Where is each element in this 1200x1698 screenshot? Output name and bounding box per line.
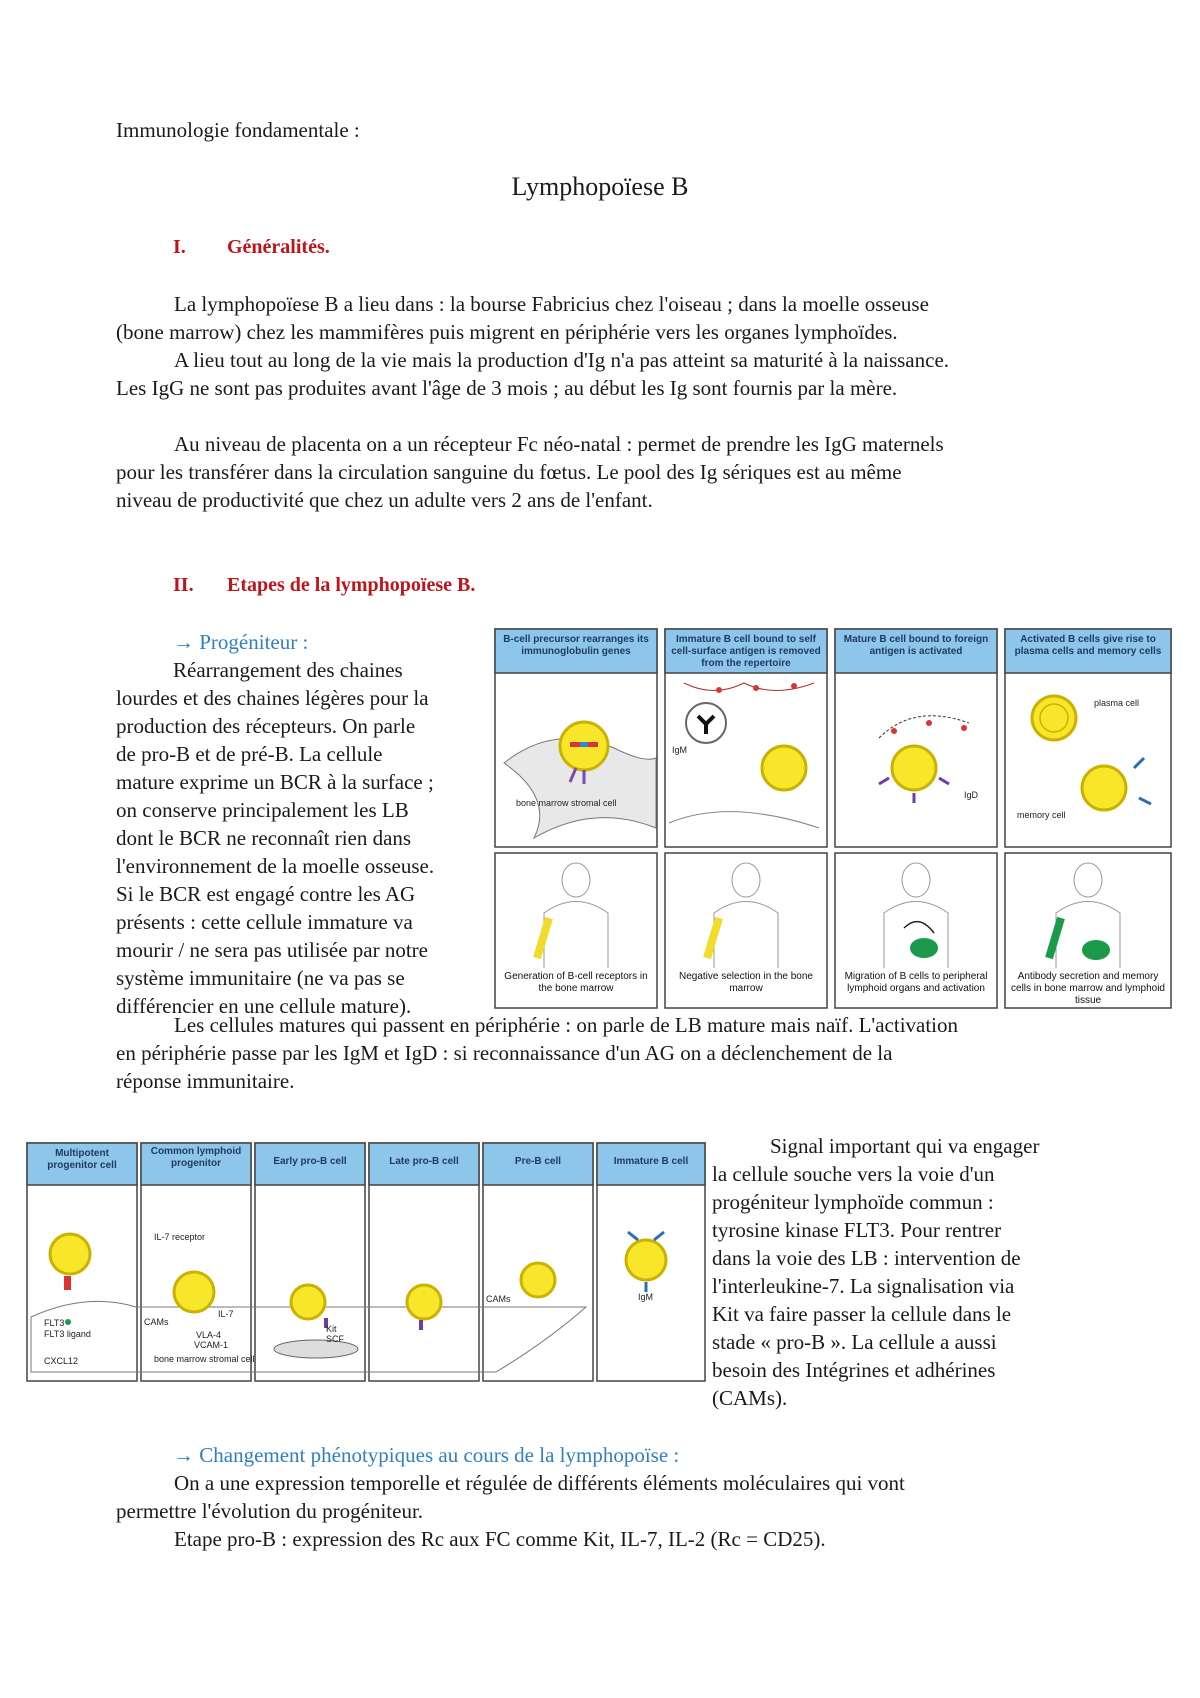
fig2-label-cams-preb: CAMs	[486, 1294, 511, 1304]
text-line: l'environnement de la moelle osseuse.	[116, 854, 435, 878]
fig1-caption: Antibody secretion and memory cells in bone marrow and lymphoid tissue	[1011, 971, 1165, 1006]
page-title: Lymphopoïese B	[511, 172, 689, 201]
fig2-header: Early pro-B cell	[273, 1156, 347, 1167]
fig1-header: Activated B cells give rise to plasma cells and memory cells	[1014, 634, 1162, 657]
subheading-progenitor: → Progéniteur :	[173, 630, 309, 654]
subheading-phenotypic-changes: → Changement phénotypiques au cours de la lymphopoïse :	[173, 1443, 680, 1467]
figure-b-cell-development	[494, 628, 1174, 1010]
text-line: mature exprime un BCR à la surface ;	[116, 770, 434, 794]
paragraph: On a une expression temporelle et régulée de différents éléments moléculaires qui vont	[174, 1471, 905, 1495]
text-line: la cellule souche vers la voie d'un	[712, 1162, 995, 1186]
fig2-label-scf: SCF	[326, 1334, 344, 1344]
section-2-number: II.	[173, 574, 194, 596]
fig2-header: Common lymphoid progenitor	[150, 1146, 242, 1169]
text-line: stade « pro-B ». La cellule a aussi	[712, 1330, 997, 1354]
text-line: lourdes et des chaines légères pour la	[116, 686, 429, 710]
fig1-header: Mature B cell bound to foreign antigen is activated	[843, 634, 989, 657]
fig1-label-memory: memory cell	[1017, 810, 1066, 820]
text-line: production des récepteurs. On parle	[116, 714, 416, 738]
paragraph: Au niveau de placenta on a un récepteur Fc néo-natal : permet de prendre les IgG maternels	[174, 432, 944, 456]
figure-b-cell-stages-svg	[26, 1142, 706, 1382]
text-line: Si le BCR est engagé contre les AG	[116, 882, 416, 906]
figure-b-cell-stages	[26, 1142, 706, 1382]
paragraph: A lieu tout au long de la vie mais la production d'Ig n'a pas atteint sa maturité à la naissance.	[174, 348, 950, 372]
fig2-label-il7: IL-7	[218, 1309, 234, 1319]
text-line: différencier en une cellule mature).	[116, 994, 412, 1018]
right-text-block	[712, 1132, 1092, 1412]
fig2-header: Immature B cell	[613, 1156, 689, 1167]
fig1-label-plasma: plasma cell	[1094, 698, 1140, 708]
left-text-block	[116, 656, 486, 1020]
figure-b-cell-development-svg	[494, 628, 1174, 1010]
fig2-header: Multipotent progenitor cell	[47, 1148, 117, 1171]
fig1-header: B-cell precursor rearranges its immunoglobulin genes	[503, 634, 649, 657]
text-line: tyrosine kinase FLT3. Pour rentrer	[712, 1218, 1002, 1242]
fig2-label-il7r: IL-7 receptor	[154, 1232, 206, 1242]
fig1-label-stromal: bone marrow stromal cell	[516, 798, 617, 808]
fig2-header: Late pro-B cell	[389, 1156, 459, 1167]
paragraph: permettre l'évolution du progéniteur.	[116, 1499, 424, 1523]
paragraph: La lymphopoïese B a lieu dans : la bourse Fabricius chez l'oiseau ; dans la moelle osseuse	[174, 292, 929, 316]
fig2-label-cxcl12: CXCL12	[44, 1356, 79, 1366]
text-line: dans la voie des LB : intervention de	[712, 1246, 1021, 1270]
section-1-heading	[173, 236, 330, 259]
paragraph: Les cellules matures qui passent en périphérie : on parle de LB mature mais naïf. L'activation	[174, 1013, 959, 1037]
text-line: on conserve principalement les LB	[116, 798, 409, 822]
text-line: système immunitaire (ne va pas se	[116, 966, 405, 990]
paragraph: pour les transférer dans la circulation sanguine du fœtus. Le pool des Ig sériques est au même	[116, 460, 902, 484]
section-2-heading	[173, 574, 475, 597]
panel-1	[495, 629, 657, 847]
text-line: l'interleukine-7. La signalisation via	[712, 1274, 1015, 1298]
text-line: de pro-B et de pré-B. La cellule	[116, 742, 383, 766]
text-line: progéniteur lymphoïde commun :	[712, 1190, 994, 1214]
fig1-header: Immature B cell bound to self cell-surface antigen is removed from the repertoire	[671, 634, 821, 669]
section-1-title: Généralités.	[227, 236, 330, 258]
paragraph: (bone marrow) chez les mammifères puis migrent en périphérie vers les organes lymphoïdes.	[116, 320, 898, 344]
text-line: besoin des Intégrines et adhérines	[712, 1358, 996, 1382]
text-line: Signal important qui va engager	[770, 1134, 1040, 1158]
section-1-number: I.	[173, 236, 186, 258]
panel-3	[835, 629, 997, 847]
document-header: Immunologie fondamentale :	[116, 118, 360, 142]
fig2-label-flt3-ligand: FLT3 ligand	[44, 1329, 91, 1339]
paragraph: Les IgG ne sont pas produites avant l'âge de 3 mois ; au début les Ig sont fournis par la mère.	[116, 376, 898, 400]
fig2-label-stromal: bone marrow stromal cell	[154, 1354, 255, 1364]
fig1-label-igm: IgM	[672, 745, 688, 755]
fig2-label-vla4: VLA-4	[196, 1330, 222, 1340]
paragraph: niveau de productivité que chez un adulte vers 2 ans de l'enfant.	[116, 488, 653, 512]
text-line: (CAMs).	[712, 1386, 788, 1410]
fig1-caption: Negative selection in the bone marrow	[679, 971, 813, 994]
fig1-caption: Generation of B-cell receptors in the bone marrow	[504, 971, 648, 994]
text-line: Réarrangement des chaines	[173, 658, 403, 682]
fig1-label-igd: IgD	[964, 790, 979, 800]
fig2-label-flt3: FLT3	[44, 1318, 65, 1328]
paragraph: Etape pro-B : expression des Rc aux FC comme Kit, IL-7, IL-2 (Rc = CD25).	[174, 1527, 826, 1551]
text-line: mourir / ne sera pas utilisée par notre	[116, 938, 428, 962]
fig1-caption: Migration of B cells to peripheral lymphoid organs and activation	[844, 971, 988, 994]
fig2-label-igm: IgM	[638, 1292, 654, 1302]
paragraph: en périphérie passe par les IgM et IgD : si reconnaissance d'un AG on a déclenchement de la	[116, 1041, 893, 1065]
text-line: Kit va faire passer la cellule dans le	[712, 1302, 1012, 1326]
fig2-label-cams: CAMs	[144, 1317, 169, 1327]
fig2-label-vcam1: VCAM-1	[194, 1340, 229, 1350]
paragraph: réponse immunitaire.	[116, 1069, 295, 1093]
text-line: présents : cette cellule immature va	[116, 910, 413, 934]
text-line: dont le BCR ne reconnaît rien dans	[116, 826, 412, 850]
fig2-label-kit: Kit	[326, 1324, 337, 1334]
section-2-title: Etapes de la lymphopoïese B.	[227, 574, 476, 596]
fig2-header: Pre-B cell	[514, 1156, 562, 1167]
